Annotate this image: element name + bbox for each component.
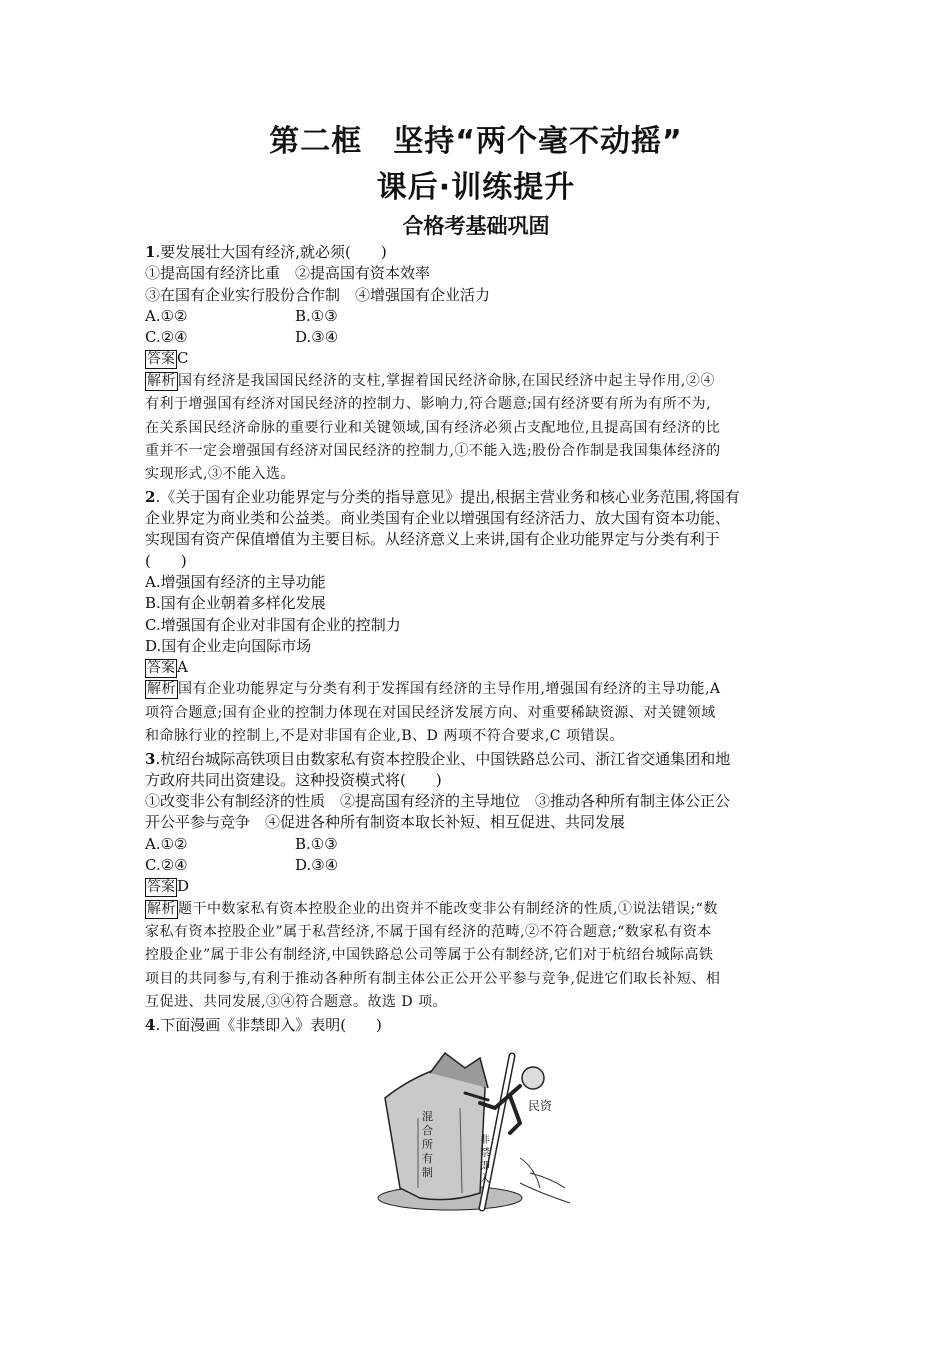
- analysis-tag: 解析: [147, 681, 176, 698]
- option-a: A.①②: [145, 834, 188, 853]
- option-d: D.③④: [295, 856, 339, 875]
- option-a: A.①②: [145, 306, 188, 325]
- option-b: B.①③: [295, 306, 338, 325]
- question-1-options: [145, 306, 813, 327]
- option-c: C.增强国有企业对非国有企业的控制力: [145, 615, 401, 634]
- option-b: B.①③: [295, 834, 338, 853]
- option-c: C.②④: [145, 856, 188, 875]
- question-1-stem: 1.要发展壮大国有经济,就必须( ): [145, 243, 387, 261]
- question-1-analysis: 解析 国有经济是我国国民经济的支柱,掌握着国民经济命脉,在国民经济中起主导作用,②④ 有利于增强国有经济对国民经济的控制力、影响力,符合题意;国有经济要有所为有所不为, 在关系国民经济命脉的重要行业和关键领域,国有经济必须占支配地位,且提高国有经济的比 重并不一定会增强国有经济对国民经济的控制力,①不能入选;股份合作制是我国集体经济的 实现形式,③不能入选。: [145, 372, 721, 483]
- question-3-analysis: 解析 题干中数家私有资本控股企业的出资并不能改变非公有制经济的性质,①说法错误;“数 家私有资本控股企业”属于私营经济,不属于国有经济的范畴,②不符合题意;“数家私有资本 控股企业”属于非公有制经济,中国铁路总公司等属于公有制经济,它们对于杭绍台城际高铁 项目的共同参与,有利于推动各种所有制主体公正公开公平参与竞争,促进它们取长补短、相 互促进、共同发展,③④符合题意。故选 D 项。: [145, 900, 721, 1011]
- question-3-stem: 3.杭绍台城际高铁项目由数家私有资本控股企业、中国铁路总公司、浙江省交通集团和地: [145, 749, 731, 768]
- option-d: D.国有企业走向国际市场: [145, 636, 312, 655]
- page-subtitle: 课后·训练提升: [376, 170, 576, 205]
- pole-char-0: 非: [480, 1135, 490, 1146]
- question-2-stem: 2.《关于国有企业功能界定与分类的指导意见》提出,根据主营业务和核心业务范围,将国有: [145, 487, 740, 506]
- cartoon-illustration: [370, 1048, 590, 1218]
- analysis-tag: 解析: [147, 900, 176, 917]
- question-list: 1.要发展壮大国有经济,就必须( ) ①提高国有经济比重 ②提高国有资本效率 ③在国有企业实行股份合作制 ④增强国有企业活力 A.①② B.①③ C.②④ D.③④ 答案 C 解析 国有经济是我国国民经济的支柱,掌握着国民经济命脉,在国民经济中起主导作用,②④ 有利于增强国有经济对国民经济的控制力、影响力,符合题意;国有经济要有所为有所不为, 在关系国民经济命脉的重要行业和关键领域,国有经济必须占支配地位,且提高国有经济的比 重并不一定会增强国有经济对国民经济的控制力,①不能入选;股份合作制是我国集体经济的 实现形式,③不能入选。 2.《关于国有企业功能界定与分类的指导意见》提出,根据主营业务和核心业务范围,将国有 企业界定为商业类和公益类。商业类国有企业以增强国有经济活力、放大国有资本功能、 实现国有资产保值增值为主要目标。从经济意义上来讲,国有企业功能界定与分类有利于 ( ) A.增强国有经济的主导功能 B.国有企业朝着多样化发展 C.增强国有企业对非国有企业的控制力 D.国有企业走向国际市场 答案 A 解析 国有企业功能界定与分类有利于发挥国有经济的主导作用,增强国有经济的主导功能,A 项符合题意;国有企业的控制力体现在对国民经济发展方向、对重要稀缺资源、对关键领域 和命脉行业的控制上,不是对非国有企业,B、D 两项不符合要求,C 项错误。 3.杭绍台城际高铁项目由数家私有资本控股企业、中国铁路总公司、浙江省交通集团和地 方政府共同出资建设。这种投资模式将( ) ①改变非公有制经济的性质 ②提高国有经济的主导地位 ③推动各种所有制主体公正公 开公平参与竞争 ④促进各种所有制资本取长补短、相互促进、共同发展 A.①② B.①③ C.②④ D.③④ 答案 D 解析 题干中数家私有资本控股企业的出资并不能改变非公有制经济的性质,①说法错误;“数 家私有资本控股企业”属于私营经济,不属于国有经济的范畴,②不符合题意;“数家私有资本 控股企业”属于非公有制经济,中国铁路总公司等属于公有制经济,它们对于杭绍台城际高铁 项目的共同参与,有利于推动各种所有制主体公正公开公平参与竞争,促进它们取长补短、相 互促进、共同发展,③④符合题意。故选 D 项。 4.下面漫画《非禁即入》表明( ): [145, 242, 813, 1036]
- option-b: B.国有企业朝着多样化发展: [145, 594, 326, 613]
- question-3-options: [145, 834, 813, 855]
- question-3-answer: 答案 D: [147, 877, 190, 896]
- question-4-stem: 4.下面漫画《非禁即入》表明( ): [145, 1015, 382, 1034]
- question-3-statement: ①改变非公有制经济的性质 ②提高国有经济的主导地位 ③推动各种所有制主体公正公: [145, 792, 731, 811]
- question-1-options: [145, 327, 813, 348]
- question-2-analysis: 解析 国有企业功能界定与分类有利于发挥国有经济的主导作用,增强国有经济的主导功能,A 项符合题意;国有企业的控制力体现在对国民经济发展方向、对重要稀缺资源、对关键领域 和命脉行业的控制上,不是对非国有企业,B、D 两项不符合要求,C 项错误。: [145, 681, 721, 745]
- analysis-tag: 解析: [147, 372, 176, 389]
- pole-inner: [482, 1056, 512, 1208]
- pole-char-1: 禁: [480, 1148, 490, 1159]
- option-a: A.增强国有经济的主导功能: [145, 572, 326, 591]
- answer-tag: 答案: [147, 879, 175, 896]
- question-3-statement: 开公平参与竞争 ④促进各种所有制资本取长补短、相互促进、共同发展: [145, 813, 626, 832]
- question-3-options: [145, 855, 813, 876]
- box-char-1: 合: [422, 1124, 433, 1137]
- option-c: C.②④: [145, 328, 188, 347]
- motion-lines: [520, 1158, 570, 1203]
- question-1-statement: ①提高国有经济比重 ②提高国有资本效率: [145, 264, 431, 283]
- person-label: 民资: [528, 1099, 553, 1113]
- pole-char-2: 即: [480, 1161, 490, 1172]
- box-char-4: 制: [422, 1166, 433, 1179]
- answer-tag: 答案: [147, 351, 175, 368]
- question-1-answer: 答案 C: [147, 349, 189, 368]
- pole-char-3: 入: [480, 1174, 490, 1185]
- section-heading: 合格考基础巩固: [402, 214, 550, 238]
- answer-tag: 答案: [147, 660, 175, 677]
- box-char-0: 混: [422, 1110, 433, 1123]
- question-1-statement: ③在国有企业实行股份合作制 ④增强国有企业活力: [145, 285, 491, 304]
- person-head: [522, 1067, 544, 1089]
- option-d: D.③④: [295, 328, 339, 347]
- page-title: 第二框 坚持“两个毫不动摇”: [269, 124, 683, 159]
- box-char-2: 所: [422, 1138, 433, 1151]
- box-char-3: 有: [422, 1152, 433, 1165]
- question-2-answer: 答案 A: [147, 658, 188, 677]
